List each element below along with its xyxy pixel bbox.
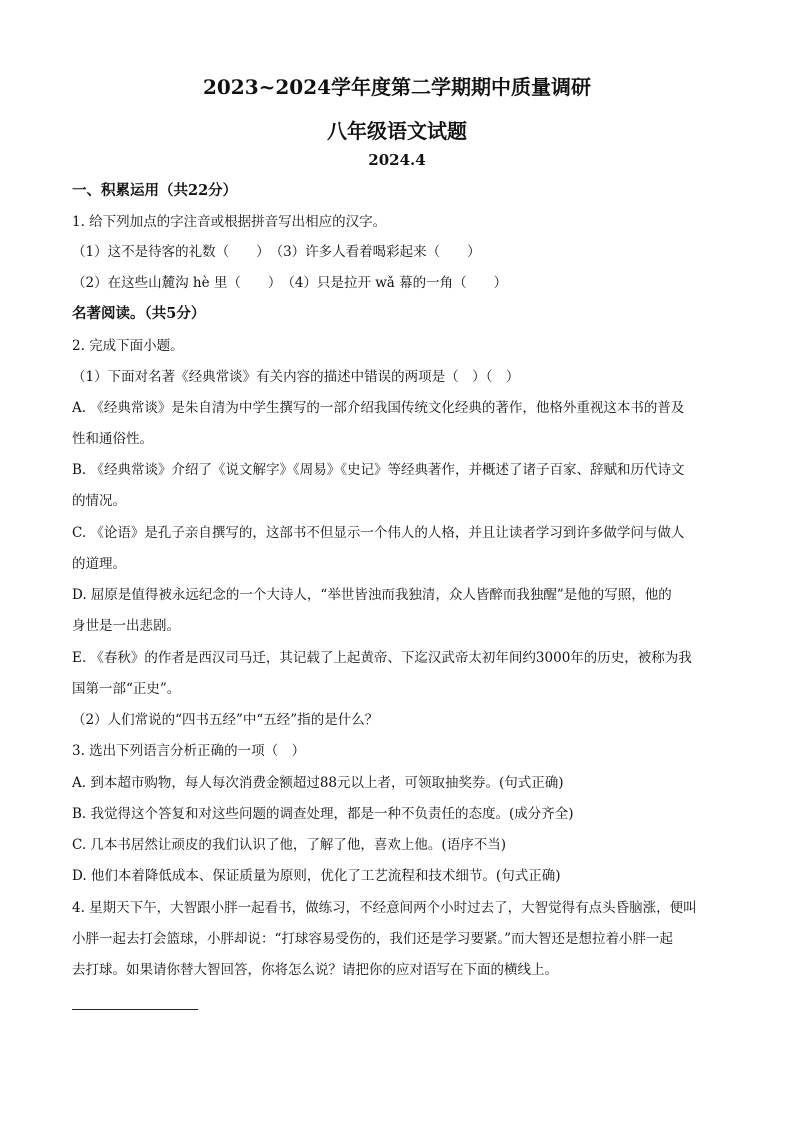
answer-line [72, 1009, 198, 1010]
q3-option-c: C. 几本书居然让顽皮的我们认识了他，了解了他，喜欢上他。(语序不当) [72, 837, 506, 853]
q3-option-a: A. 到本超市购物，每人每次消费金额超过88元以上者，可领取抽奖券。(句式正确) [72, 775, 564, 791]
question-2: 2. 完成下面小题。 [72, 338, 184, 354]
option-e-cont: 国第一部“正史”。 [72, 681, 181, 697]
option-b: B. 《经典常谈》介绍了《说文解字》《周易》《史记》等经典著作，并概述了诸子百家、辞赋和历代诗文 [72, 462, 685, 478]
question-1-items-a: （1）这不是待客的礼数（ ） （3）许多人看着喝彩起来（ ） [72, 244, 481, 260]
question-3: 3. 选出下列语言分析正确的一项（ ） [72, 743, 306, 759]
exam-subtitle: 八年级语文试题 [327, 119, 467, 143]
question-2-part-2: （2）人们常说的“四书五经”中“五经”指的是什么？ [72, 712, 379, 728]
option-a: A. 《经典常谈》是朱自清为中学生撰写的一部介绍我国传统文化经典的著作，他格外重视这本书的普及 [72, 400, 685, 416]
q3-option-b: B. 我觉得这个答复和对这些问题的调查处理，都是一种不负责任的态度。(成分齐全) [72, 806, 574, 822]
exam-title: 2023~2024学年度第二学期期中质量调研 [202, 75, 592, 99]
question-2-part-1: （1）下面对名著《经典常谈》有关内容的描述中错误的两项是（ ）（ ） [72, 369, 520, 385]
option-d: D. 屈原是值得被永远纪念的一个大诗人，“举世皆浊而我独清，众人皆醉而我独醒”是他的写照，他的 [72, 587, 672, 603]
question-1: 1. 给下列加点的字注音或根据拼音写出相应的汉字。 [72, 214, 387, 230]
question-4: 4. 星期天下午，大智跟小胖一起看书，做练习，不经意间两个小时过去了，大智觉得有点头昏脑涨，便叫 [72, 900, 697, 916]
question-4-cont-2: 去打球。如果请你替大智回答，你将怎么说？请把你的应对语写在下面的横线上。 [72, 962, 558, 978]
subsection-heading: 名著阅读。（共5分） [72, 305, 206, 322]
option-e: E. 《春秋》的作者是西汉司马迁，其记载了上起黄帝、下迄汉武帝太初年间约3000年的历史，被称为我 [72, 650, 692, 666]
option-d-cont: 身世是一出悲剧。 [72, 618, 180, 634]
question-4-cont-1: 小胖一起去打会篮球，小胖却说：“打球容易受伤的，我们还是学习要紧。”而大智还是想拉着小胖一起 [72, 931, 674, 947]
question-1-items-b: （2）在这些山麓沟 hè 里（ ） （4）只是拉开 wǎ 幕的一角（ ） [72, 275, 508, 291]
option-c-cont: 的道理。 [72, 556, 126, 572]
option-a-cont: 性和通俗性。 [72, 431, 153, 447]
option-b-cont: 的情况。 [72, 493, 126, 509]
section-heading: 一、积累运用（共22分） [72, 182, 238, 199]
exam-date: 2024.4 [368, 151, 426, 169]
option-c: C. 《论语》是孔子亲自撰写的，这部书不但显示一个伟人的人格，并且让读者学习到许多做学问与做人 [72, 525, 685, 541]
q3-option-d: D. 他们本着降低成本、保证质量为原则，优化了工艺流程和技术细节。(句式正确) [72, 868, 561, 884]
